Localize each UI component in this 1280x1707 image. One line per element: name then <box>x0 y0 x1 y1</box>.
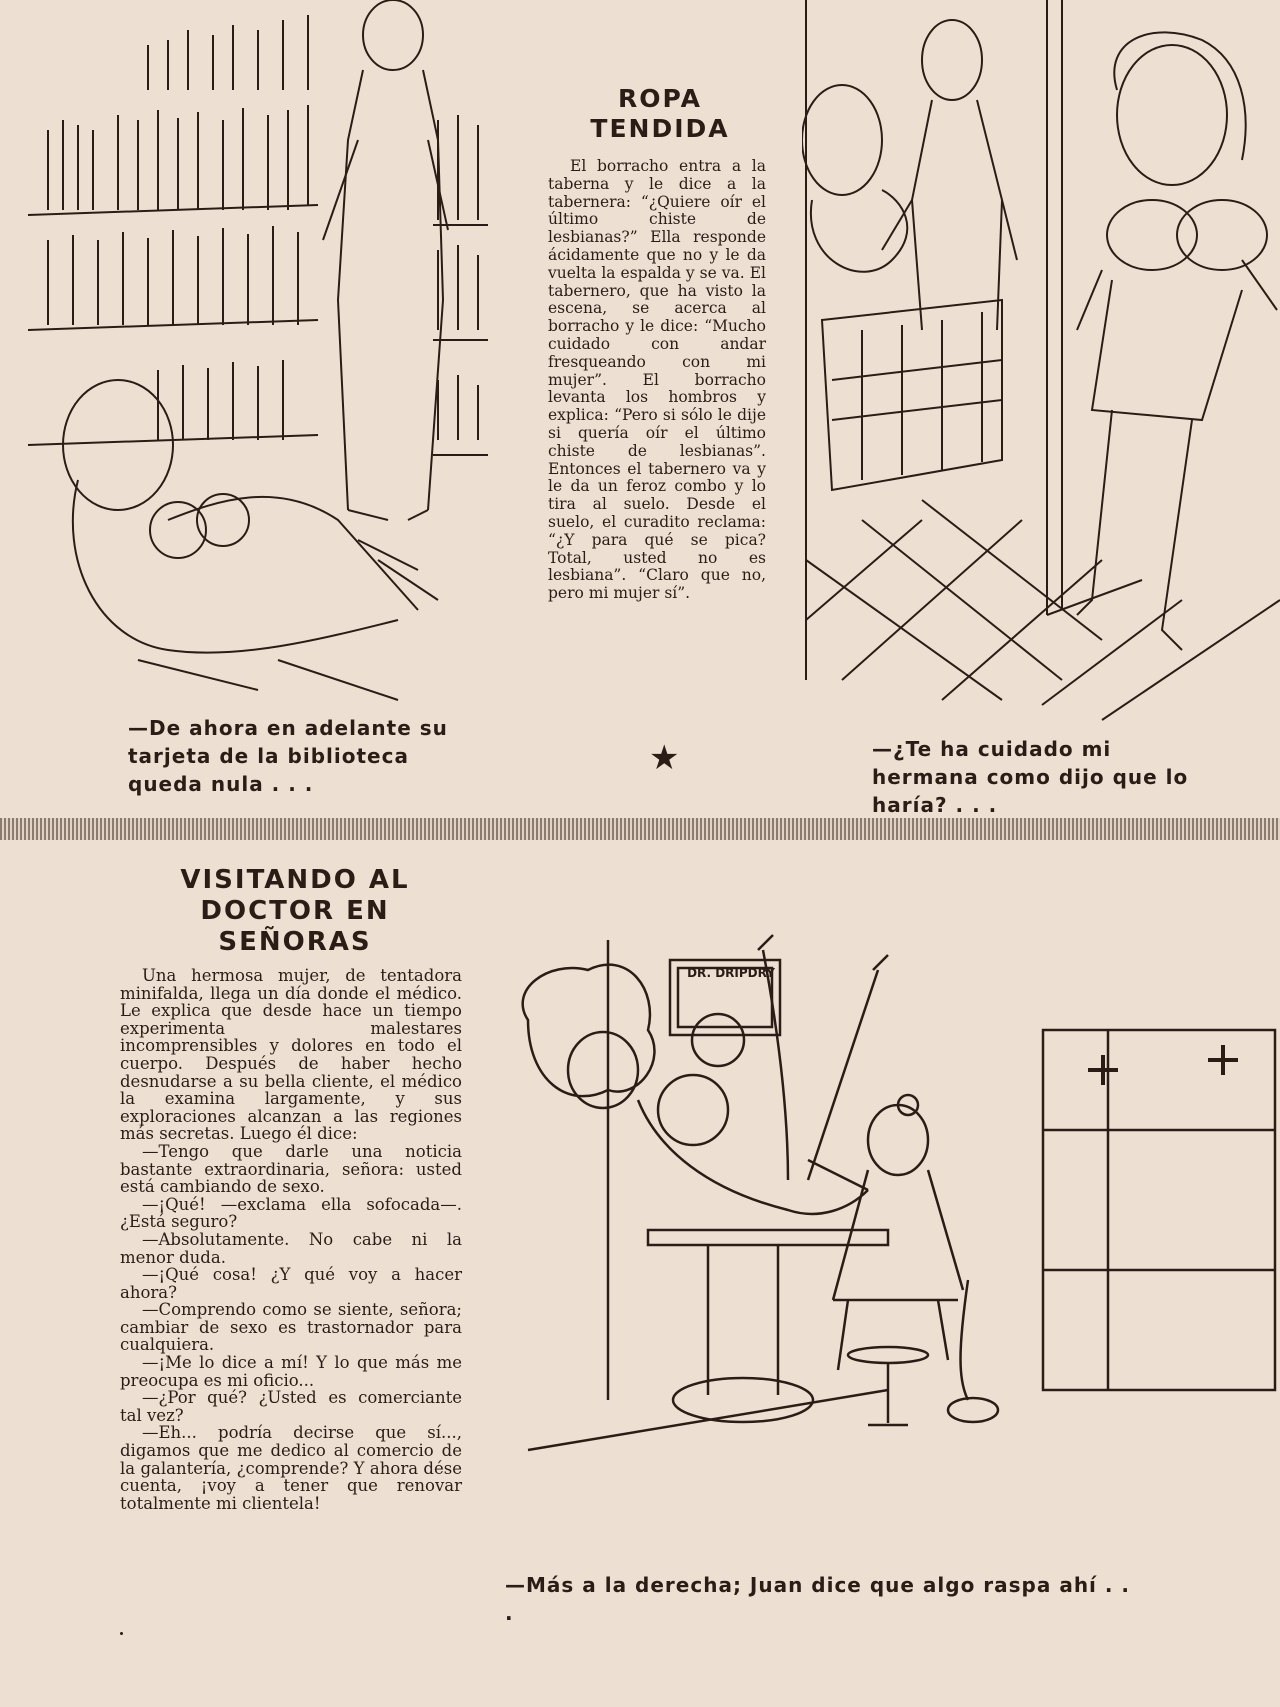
visitando-body <box>120 967 462 1512</box>
visitando-paragraph: —Eh... podría decirse que sí..., digamos que me dedico al comercio de la galantería, ¿comprende? Y ahora dése cuenta, ¡voy a tener que renovar totalmente mi clientela! <box>120 1423 462 1513</box>
doctor-office-drawing <box>488 930 1280 1490</box>
visitando-title-line3: SEÑORAS <box>218 927 372 957</box>
ropa-tendida-title <box>545 84 775 144</box>
ropa-tendida-title-line2: TENDIDA <box>590 114 730 143</box>
visitando-paragraph: —Comprendo como se siente, señora; cambiar de sexo es trastornador para cualquiera. <box>120 1300 462 1355</box>
visitando-title-line1: VISITANDO AL <box>180 865 410 895</box>
section-divider <box>0 818 1280 840</box>
diploma-sign: DR. DRIPDRY <box>687 966 775 980</box>
visitando-paragraph: —Absolutamente. No cabe ni la menor duda. <box>120 1229 462 1267</box>
visitando-title-line2: DOCTOR EN <box>200 896 390 926</box>
hospital-cartoon-illustration <box>802 0 1280 728</box>
visitando-paragraph: —Tengo que darle una noticia bastante extraordinaria, señora: usted está cambiando de sexo. <box>120 1141 462 1197</box>
visitando-paragraph: —¿Por qué? ¿Usted es comerciante tal vez? <box>120 1388 462 1425</box>
visitando-paragraph: —¡Me lo dice a mí! Y lo que más me preocupa es mi oficio... <box>120 1353 462 1390</box>
doctor-office-cartoon-illustration <box>488 930 1280 1490</box>
visitando-paragraph: —¡Qué cosa! ¿Y qué voy a hacer ahora? <box>120 1265 462 1302</box>
ropa-tendida-body <box>548 158 766 603</box>
hospital-cartoon-caption: —¿Te ha cuidado mi hermana como dijo que lo haría? . . . <box>872 737 1189 817</box>
hospital-drawing <box>802 0 1280 728</box>
doctor-office-caption: —Más a la derecha; Juan dice que algo raspa ahí . . . <box>505 1573 1131 1625</box>
stray-dot <box>120 1632 123 1635</box>
star-ornament: ★ <box>649 738 680 778</box>
library-drawing <box>18 0 488 705</box>
library-cartoon-illustration <box>18 0 488 705</box>
library-cartoon-caption: —De ahora en adelante su tarjeta de la biblioteca queda nula . . . <box>128 716 448 796</box>
ropa-tendida-title-line1: ROPA <box>618 84 702 113</box>
visitando-paragraph: —¡Qué! —exclama ella sofocada—. ¿Está seguro? <box>120 1194 462 1232</box>
ropa-tendida-text: El borracho entra a la taberna y le dice a la tabernera: “¿Quiere oír el último chiste de lesbianas?” Ella responde ácidamente que no y le da vuelta la espalda y se va. El tabernero, que ha visto la escena, se acerca al borracho y le dice: “Mucho cuidado con andar fresqueando con mi mujer”. El borracho levanta los hombros y explica: “Pero si sólo le dije si quería oír el último chiste de lesbianas”. Entonces el tabernero va y le da un feroz combo y lo tira al suelo. Desde el suelo, el curadito reclama: “¿Y para qué se pica? Total, usted no es lesbiana”. “Claro que no, pero mi mujer sí”. <box>548 157 766 603</box>
visitando-title <box>150 865 440 958</box>
visitando-paragraph: Una hermosa mujer, de tentadora minifalda, llega un día donde el médico. Le explica que desde hace un tiempo experimenta malestares incomprensibles y dolores en todo el cuerpo. Después de haber hecho desnudarse a su bella cliente, el médico la examina largamente, y sus exploraciones alcanzan a las regiones más secretas. Luego él dice: <box>120 966 462 1144</box>
